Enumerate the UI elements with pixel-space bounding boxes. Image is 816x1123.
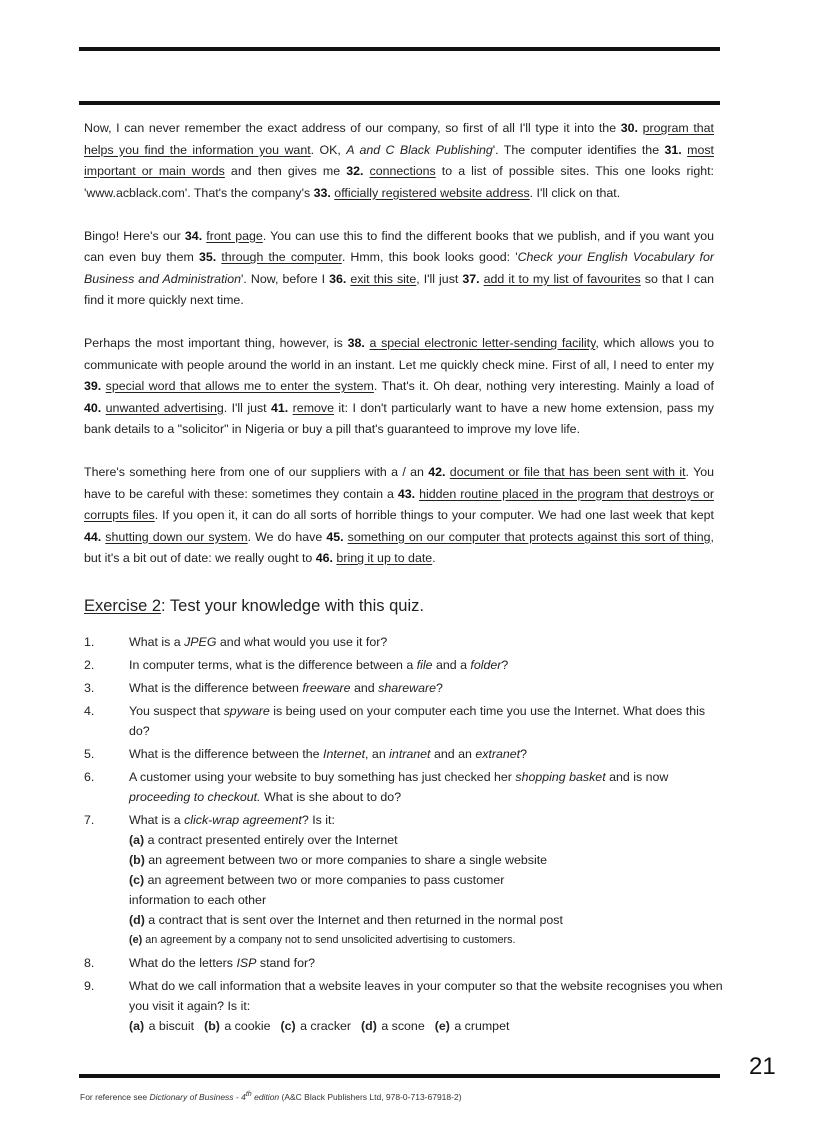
quiz-question [84,678,724,698]
page-number: 21 [749,1053,776,1080]
text-run: '. The computer identifies the [492,142,665,157]
question-number: 40. [84,400,102,415]
text-run: What is a [129,635,185,649]
quiz-option-text: a biscuit [145,1019,195,1033]
quiz-option-text: a scone [377,1019,425,1033]
text-run: What is the difference between the [129,747,324,761]
text-run: so that I can find it more quickly next time. [84,271,714,307]
passage-paragraph [84,226,714,312]
text-run: click-wrap agreement [184,813,302,827]
text-run: ? [435,681,443,695]
question-number: 34. [184,228,203,243]
quiz-option-text: a contract presented entirely over the Internet [144,833,398,847]
text-run: folder [470,658,502,672]
answer-phrase: unwanted advertising [105,400,224,415]
text-run: ISP [236,956,257,970]
text-run: ? [520,747,527,761]
answer-phrase: through the computer [221,250,342,264]
answer-phrase: shutting down our system [105,529,248,544]
quiz-option-text: a contract that is sent over the Internet and then returned in the normal post [144,913,563,927]
exercise-label: Exercise 2 [84,597,162,615]
passage-paragraph [84,118,714,204]
quiz-question-number: 6. [84,770,95,784]
quiz-question-number: 1. [84,635,95,649]
text-run: freeware [302,681,351,695]
quiz-option [129,830,724,850]
passage-paragraph [84,462,714,570]
question-number: 35. [198,250,217,264]
text-run: ? [501,658,509,672]
quiz-question [84,632,724,652]
text-run: What is the difference between [129,681,303,695]
quiz-question-text [129,953,724,973]
footer-suffix: (A&C Black Publishers Ltd, 978-0-713-67918-2) [279,1091,462,1102]
text-run: file [416,658,433,672]
text-run: and an [430,747,476,761]
quiz-question-text [129,655,724,675]
question-number: 46. [315,551,333,565]
quiz-option [129,930,724,950]
quiz-option [129,850,724,870]
quiz-question-number: 5. [84,747,95,761]
quiz-question [84,655,724,675]
quiz-option-label: (e) [129,934,143,946]
answer-phrase: document or file that has been sent with it [449,465,686,479]
text-run: and then gives me [224,164,347,178]
text-run: . OK, [310,142,347,157]
text-run: , I'll just [416,271,463,286]
quiz-option-text: an agreement between two or more companies to pass customer information to each other [129,873,505,907]
quiz-question-number: 8. [84,956,95,970]
text-run: What is a [129,813,185,827]
text-run: is being used on your computer each time you use the Internet. What does this do? [129,704,706,738]
question-number: 32. [346,164,364,178]
exercise-instructions: : Test your knowledge with this quiz. [161,597,424,615]
text-run: , but it's a bit out of date: we really ought to [84,529,714,565]
quiz-question [84,744,724,764]
answer-phrase: connections [369,164,436,178]
quiz-option-text: an agreement by a company not to send unsolicited advertising to customers. [142,934,516,946]
text-run: . You have to be careful with these: sometimes they contain a [84,465,714,501]
footer-prefix: For reference see [80,1091,150,1102]
text-run: spyware [223,704,270,718]
answer-phrase: hidden routine placed in the program that destroys or corrupts files [84,486,715,522]
text-run: A and C Black Publishing [346,142,493,157]
text-run: intranet [389,747,431,761]
quiz-question [84,810,724,950]
quiz-question [84,701,724,741]
quiz-option-label: (e) [434,1019,450,1033]
header-rule-top [79,47,720,51]
text-run: What do we call information that a website leaves in your computer so that the website recognises you when you visit it again? Is it: [129,979,723,1013]
text-run: . That's it. Oh dear, nothing very interesting. Mainly a load of [373,379,714,393]
quiz-question-text [129,744,724,764]
footer-edition: edition [251,1091,280,1102]
text-run: . You can use this to find the different books that we publish, and if you want you can even buy them [84,228,714,264]
footer-rule [79,1074,720,1078]
text-run: In computer terms, what is the difference between a [129,658,417,672]
answer-phrase: program that helps you find the information you want [84,121,715,157]
question-number: 31. [664,142,682,157]
text-run: shareware [378,681,436,695]
quiz-question-number: 4. [84,704,95,718]
answer-phrase: special word that allows me to enter the system [105,379,374,393]
header-rule-bottom [79,101,720,105]
quiz-inline-options [129,1016,724,1036]
text-run: . If you open it, it can do all sorts of horrible things to your computer. We had one last week that kept [154,508,714,522]
question-number: 38. [347,336,365,350]
answer-phrase: something on our computer that protects against this sort of thing [347,529,711,544]
text-run: . Hmm, this book looks good: ' [341,250,518,264]
quiz-question-number: 9. [84,979,95,993]
quiz-question [84,976,724,1036]
reading-passage [84,118,714,591]
question-number: 37. [462,271,480,286]
quiz-option [129,910,724,930]
text-run: and what would you use it for? [216,635,388,649]
footer-book-title: Dictionary of Business - 4 [149,1091,246,1102]
quiz-option-text: an agreement between two or more companies to share a single website [144,853,548,867]
quiz-option-text: a cookie [220,1019,271,1033]
question-number: 33. [313,185,331,200]
text-run: Bingo! Here's our [84,228,185,243]
text-run: A customer using your website to buy something has just checked her [129,770,516,784]
quiz-question-text [129,701,724,741]
quiz-question-number: 7. [84,813,95,827]
footer-reference [80,1090,462,1102]
text-run: '. Now, before I [241,271,330,286]
text-run: extranet [475,747,521,761]
footer-sup: th [245,1090,252,1098]
text-run: What is she about to do? [260,790,402,804]
answer-phrase: officially registered website address [334,185,530,200]
question-number: 39. [84,379,102,393]
quiz-option-text: a crumpet [450,1019,510,1033]
text-run: Internet [323,747,366,761]
quiz-option-label: (c) [129,873,145,887]
question-number: 45. [326,529,344,544]
quiz-option-label: (a) [129,1019,145,1033]
text-run: Now, I can never remember the exact address of our company, so first of all I'll type it into the [84,121,621,135]
text-run: , which allows you to communicate with people around the world in an instant. Let me quickly check mine. First of all, I need to enter my [84,336,714,372]
quiz-option-label: (d) [129,913,145,927]
answer-phrase: bring it up to date [336,551,433,565]
quiz-list [84,632,724,1039]
text-run: You suspect that [129,704,224,718]
passage-paragraph [84,333,714,441]
text-run: ? Is it: [301,813,335,827]
text-run: , an [365,747,390,761]
quiz-question-text [129,976,724,1016]
quiz-option-label: (d) [361,1019,377,1033]
question-number: 44. [84,529,102,544]
text-run: . [432,551,436,565]
text-run: What do the letters [129,956,237,970]
answer-phrase: exit this site [350,271,417,286]
answer-phrase: remove [292,400,334,415]
text-run: JPEG [184,635,217,649]
quiz-option-label: (b) [204,1019,220,1033]
quiz-question-text [129,678,724,698]
text-run: and [350,681,379,695]
quiz-question-text [129,632,724,652]
quiz-question-text [129,810,724,830]
quiz-option-label: (c) [280,1019,296,1033]
quiz-option-label: (b) [129,853,145,867]
quiz-option-text: a cracker [296,1019,352,1033]
answer-phrase: most important or main words [84,142,714,178]
exercise-heading [84,597,424,616]
question-number: 30. [620,121,638,135]
question-number: 41. [271,400,289,415]
text-run: shopping basket [515,770,606,784]
text-run: Check your English Vocabulary for Business and Administration [84,250,714,286]
quiz-question-number: 3. [84,681,95,695]
quiz-question-number: 2. [84,658,95,672]
answer-phrase: front page [206,228,263,243]
text-run: . I'll just [223,400,272,415]
text-run: . I'll click on that. [529,185,621,200]
text-run: to a list of possible sites. This one looks right: 'www.acblack.com'. That's the company's [84,164,714,200]
text-run: and a [432,658,471,672]
text-run: Perhaps the most important thing, however, is [84,336,348,350]
text-run: it: I don't particularly want to have a new home extension, pass my bank details to a "solicitor" in Nigeria or buy a pill that's guaranteed to improve my love life. [84,400,714,436]
text-run: and is now [605,770,669,784]
text-run: proceeding to checkout. [129,790,261,804]
quiz-option-label: (a) [129,833,145,847]
text-run: stand for? [256,956,315,970]
answer-phrase: add it to my list of favourites [483,271,641,286]
question-number: 36. [329,271,347,286]
quiz-question-text [129,767,724,807]
question-number: 43. [397,486,416,501]
quiz-question [84,767,724,807]
text-run: There's something here from one of our suppliers with a / an [84,465,429,479]
answer-phrase: a special electronic letter-sending facility [369,336,596,350]
quiz-option [129,870,539,910]
quiz-question [84,953,724,973]
question-number: 42. [428,465,446,479]
text-run: . We do have [247,529,327,544]
